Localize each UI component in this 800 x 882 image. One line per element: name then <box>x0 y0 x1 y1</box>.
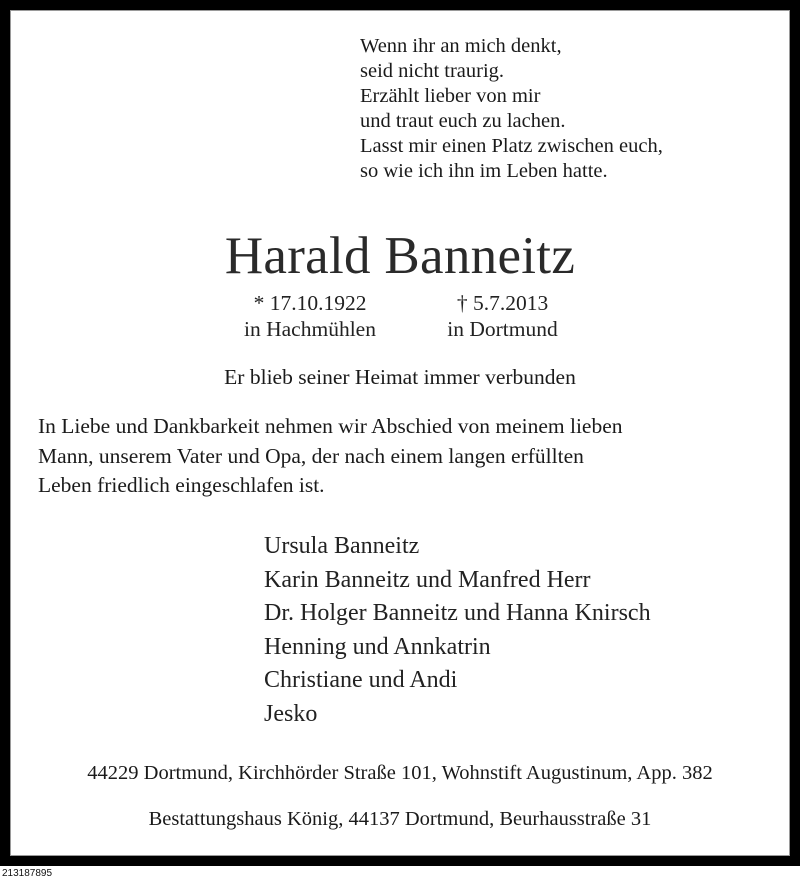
poem-line: Lasst mir einen Platz zwischen euch, <box>360 135 663 157</box>
paragraph-line: In Liebe und Dankbarkeit nehmen wir Abschied von meinem lieben <box>38 414 623 438</box>
mourner: Ursula Banneitz <box>264 533 420 559</box>
family-address: 44229 Dortmund, Kirchhörder Straße 101, Wohnstift Augustinum, App. 382 <box>87 762 713 784</box>
farewell-paragraph <box>38 412 623 501</box>
mourners-list <box>264 530 651 731</box>
motto: Er blieb seiner Heimat immer verbunden <box>224 365 576 389</box>
death-place: in Dortmund <box>447 317 558 341</box>
poem-line: Erzählt lieber von mir <box>360 85 541 107</box>
death-date: † 5.7.2013 <box>456 291 549 315</box>
deceased-name: Harald Banneitz <box>224 227 576 285</box>
paragraph-line: Leben friedlich eingeschlafen ist. <box>38 473 325 497</box>
mourner: Dr. Holger Banneitz und Hanna Knirsch <box>264 600 651 626</box>
poem <box>360 34 663 184</box>
mourner: Christiane und Andi <box>264 667 458 693</box>
poem-line: seid nicht traurig. <box>360 60 505 82</box>
mourner: Henning und Annkatrin <box>264 633 491 660</box>
birth-info <box>220 290 400 342</box>
reference-id: 213187895 <box>2 868 53 879</box>
funeral-home: Bestattungshaus König, 44137 Dortmund, Beurhausstraße 31 <box>148 808 652 830</box>
poem-line: so wie ich ihn im Leben hatte. <box>360 160 608 182</box>
mourner: Jesko <box>264 700 318 727</box>
poem-line: und traut euch zu lachen. <box>360 110 566 132</box>
poem-line: Wenn ihr an mich denkt, <box>360 35 562 57</box>
birth-place: in Hachmühlen <box>244 317 376 341</box>
paragraph-line: Mann, unserem Vater und Opa, der nach einem langen erfüllten <box>38 443 584 468</box>
mourner: Karin Banneitz und Manfred Herr <box>264 566 591 593</box>
birth-date: * 17.10.1922 <box>253 291 367 315</box>
death-info <box>420 290 585 342</box>
